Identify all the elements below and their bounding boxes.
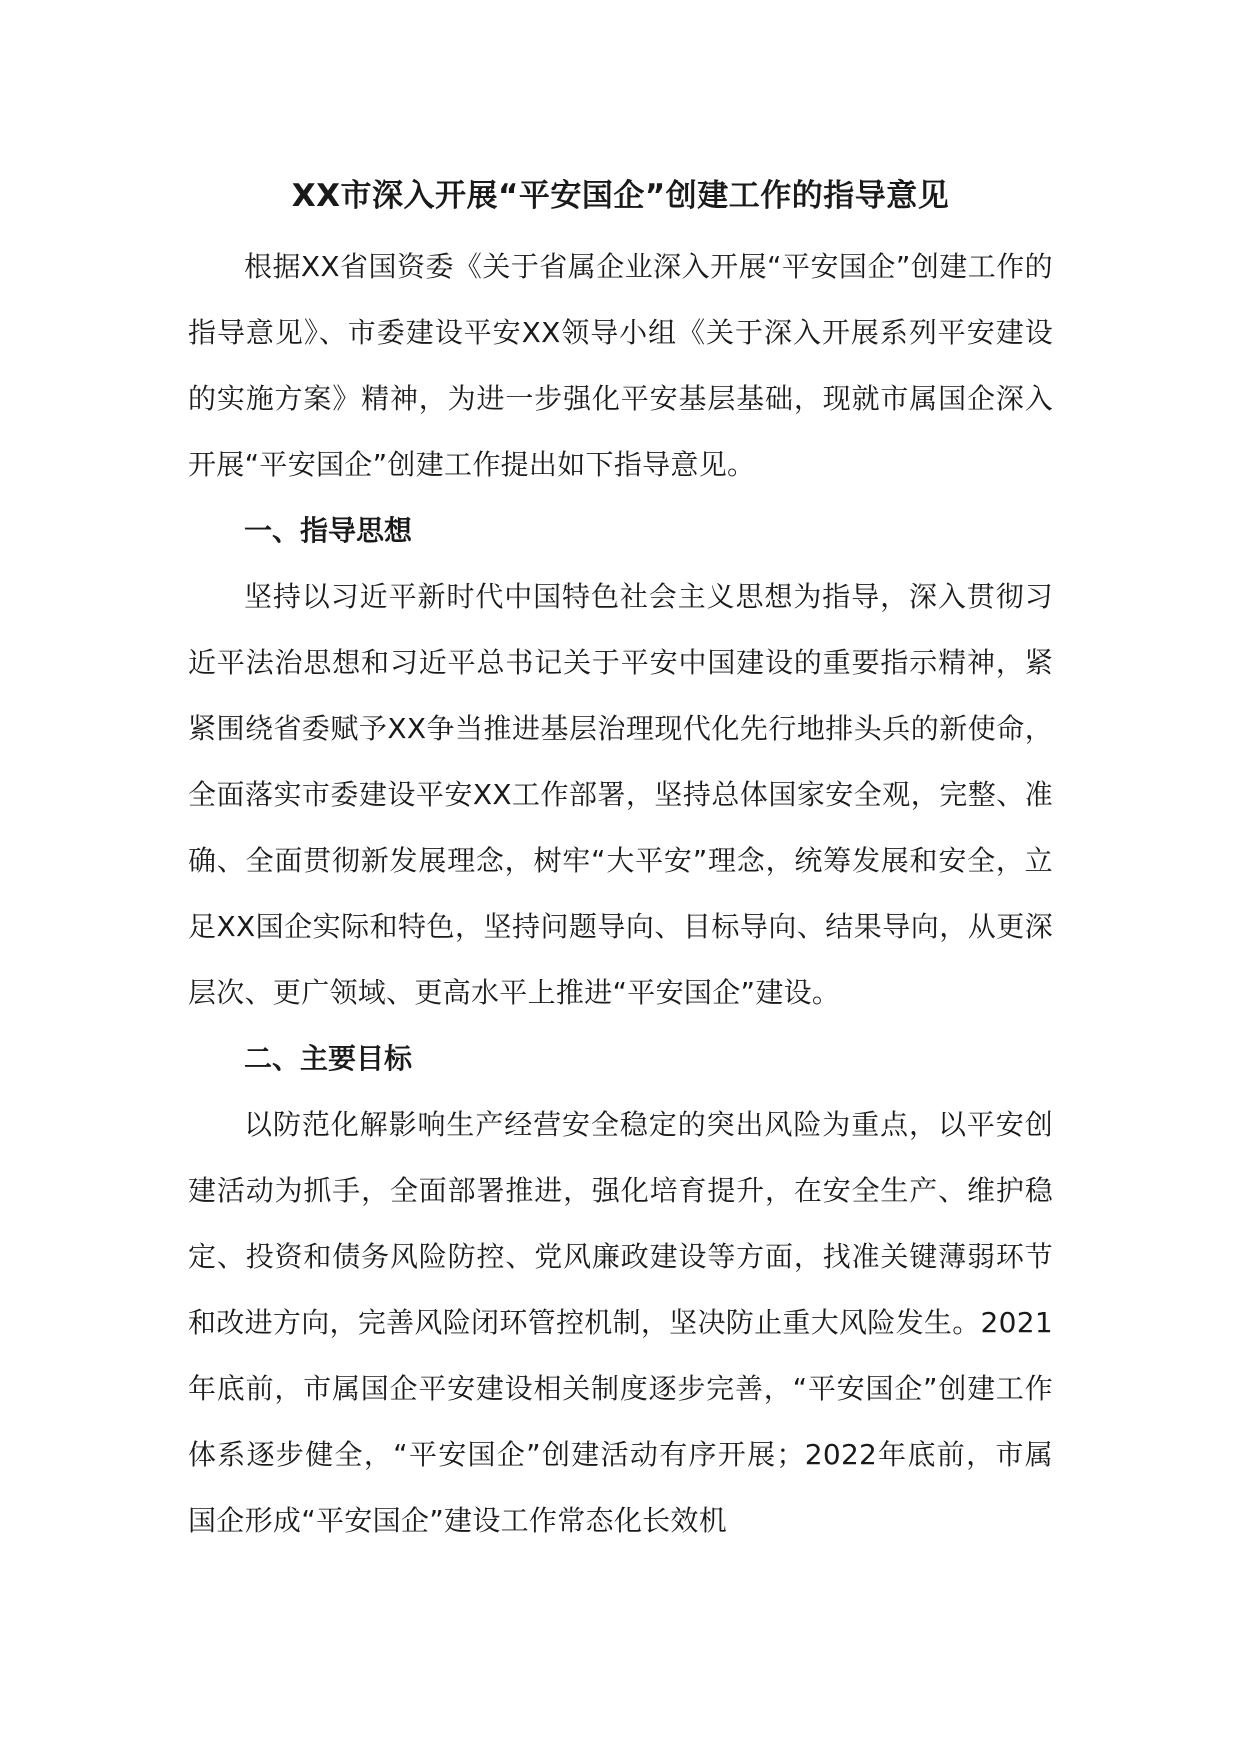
section-guiding-ideology [188, 498, 1053, 1026]
section-heading: 二、主要目标 [244, 1042, 413, 1075]
document-page [188, 170, 1053, 1554]
section-paragraph: 以防范化解影响生产经营安全稳定的突出风险为重点，以平安创建活动为抓手，全面部署推进，强化培育提升，在安全生产、维护稳定、投资和债务风险防控、党风廉政建设等方面，找准关键薄弱环节和改进方向，完善风险闭环管控机制，坚决防止重大风险发生。2021年底前，市属国企平安建设相关制度逐步完善，“平安国企”创建工作体系逐步健全，“平安国企”创建活动有序开展；2022年底前，市属国企形成“平安国企”建设工作常态化长效机 [188, 1108, 1053, 1537]
section-main-goals [188, 1026, 1053, 1554]
intro-paragraph: 根据XX省国资委《关于省属企业深入开展“平安国企”创建工作的指导意见》、市委建设平安XX领导小组《关于深入开展系列平安建设的实施方案》精神，为进一步强化平安基层基础，现就市属国企深入开展“平安国企”创建工作提出如下指导意见。 [188, 250, 1053, 481]
section-paragraph: 坚持以习近平新时代中国特色社会主义思想为指导，深入贯彻习近平法治思想和习近平总书记关于平安中国建设的重要指示精神，紧紧围绕省委赋予XX争当推进基层治理现代化先行地排头兵的新使命，全面落实市委建设平安XX工作部署，坚持总体国家安全观，完整、准确、全面贯彻新发展理念，树牢“大平安”理念，统筹发展和安全，立足XX国企实际和特色，坚持问题导向、目标导向、结果导向，从更深层次、更广领域、更高水平上推进“平安国企”建设。 [188, 580, 1053, 1009]
section-heading: 一、指导思想 [244, 514, 413, 547]
document-title: XX市深入开展“平安国企”创建工作的指导意见 [291, 178, 950, 214]
